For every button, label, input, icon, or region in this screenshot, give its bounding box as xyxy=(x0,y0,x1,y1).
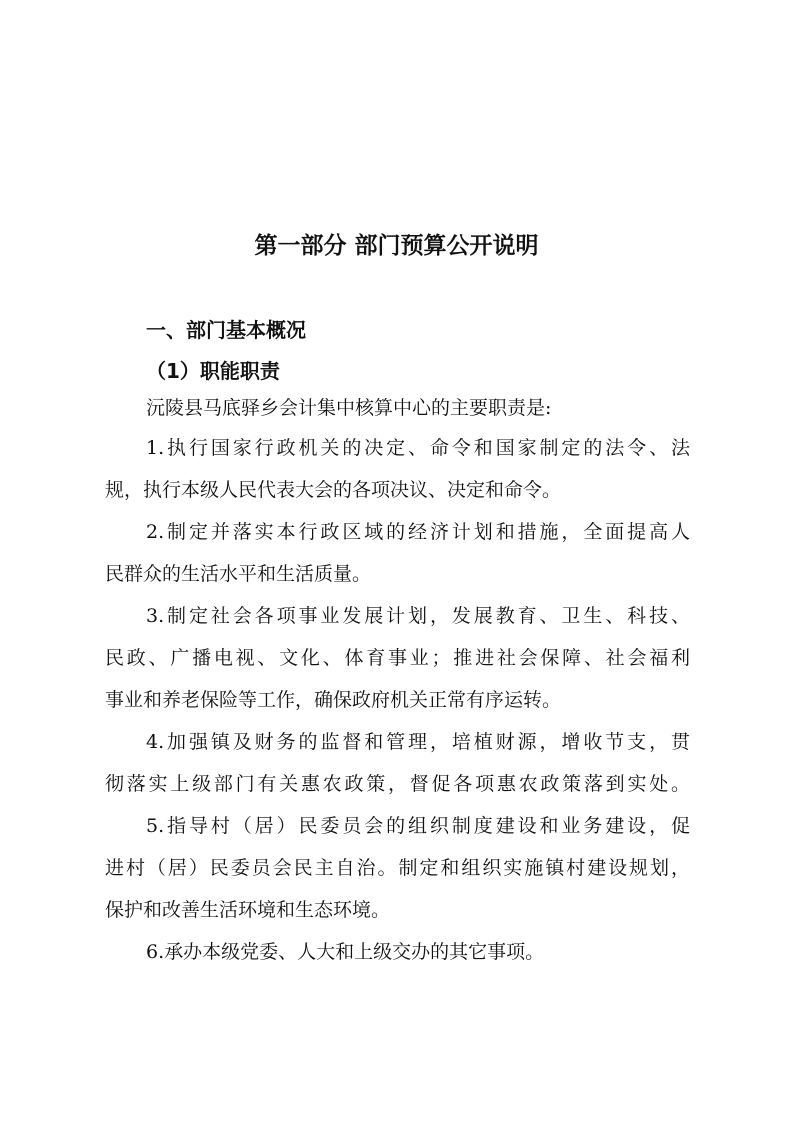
paragraph-line: 彻落实上级部门有关惠农政策，督促各项惠农政策落到实处。 xyxy=(105,773,690,795)
paragraph-line: 民群众的生活水平和生活质量。 xyxy=(105,563,372,585)
intro-line: 沅陵县马底驿乡会计集中核算中心的主要职责是: xyxy=(146,397,552,419)
paragraph-line: 民政、广播电视、文化、体育事业；推进社会保障、社会福利 xyxy=(105,647,690,669)
subsection-heading: （1）职能职责 xyxy=(146,359,280,383)
paragraph-line: 事业和养老保险等工作，确保政府机关正常有序运转。 xyxy=(105,689,562,711)
paragraph-line: 5.指导村（居）民委员会的组织制度建设和业务建设，促 xyxy=(146,815,690,837)
page-title: 第一部分 部门预算公开说明 xyxy=(254,233,539,259)
paragraph-line: 保护和改善生活环境和生态环境。 xyxy=(105,899,391,921)
paragraph-line: 进村（居）民委员会民主自治。制定和组织实施镇村建设规划， xyxy=(105,857,690,879)
section-heading: 一、部门基本概况 xyxy=(146,318,306,342)
paragraph-line: 2.制定并落实本行政区域的经济计划和措施，全面提高人 xyxy=(146,521,690,543)
paragraph-line: 1.执行国家行政机关的决定、命令和国家制定的法令、法 xyxy=(146,437,690,459)
paragraph-line: 4.加强镇及财务的监督和管理，培植财源，增收节支，贯 xyxy=(146,731,690,753)
paragraph-line: 3.制定社会各项事业发展计划，发展教育、卫生、科技、 xyxy=(146,605,690,627)
paragraph-line: 规，执行本级人民代表大会的各项决议、决定和命令。 xyxy=(105,479,562,501)
paragraph-line: 6.承办本级党委、人大和上级交办的其它事项。 xyxy=(146,941,545,963)
